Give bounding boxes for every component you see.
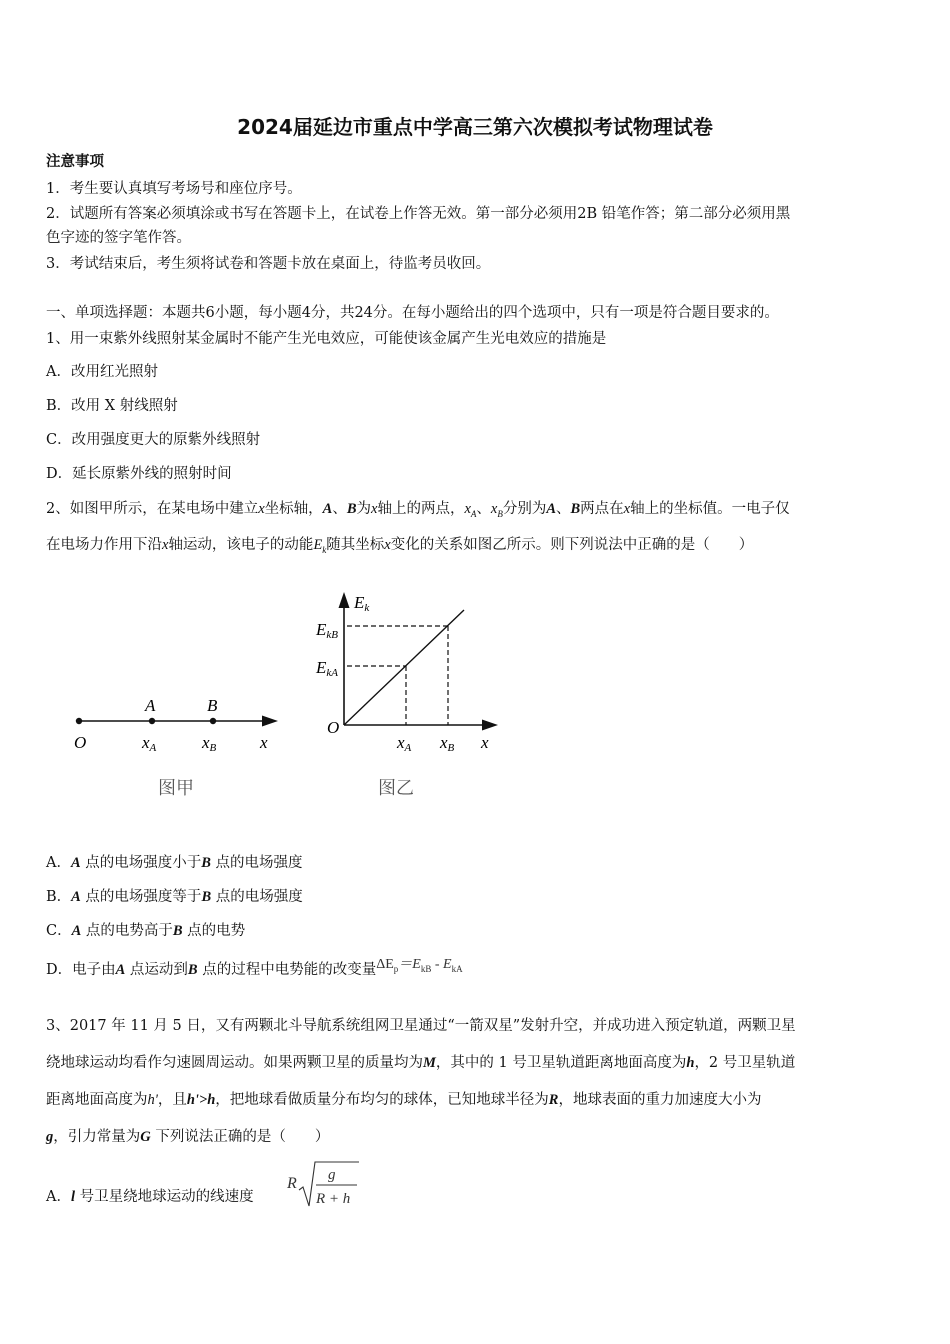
yi-caption: 图乙 [378, 778, 414, 799]
yi-label-xA [396, 733, 412, 754]
q2-stem-line2 [46, 533, 753, 555]
text: ，地球表面的重力加速度大小为 [558, 1092, 762, 1108]
yi-xA-sub: A [404, 742, 412, 754]
formula-delta: ΔE [376, 957, 394, 972]
text: 点的电势高于 [81, 923, 173, 939]
var-xA: x [464, 501, 471, 517]
jia-caption: 图甲 [158, 778, 194, 799]
yi-EkA-E: E [316, 658, 327, 677]
text: 、 [476, 501, 491, 517]
yi-label-x: x [481, 733, 489, 752]
yi-EkB-E: E [316, 620, 327, 639]
formula-sub-kB: kB [420, 963, 432, 974]
jia-point-B [210, 718, 216, 724]
formula-sub-p: p [393, 963, 399, 974]
formula-minus: - E [431, 957, 452, 972]
jia-xB-x: x [202, 733, 210, 752]
yi-y-arrow [339, 592, 350, 608]
var-h: h [686, 1055, 695, 1071]
text: 绕地球运动均看作匀速圆周运动。如果两颗卫星的质量均为 [46, 1055, 423, 1071]
yi-EkB-sub: kB [326, 629, 338, 641]
q3-option-a [46, 1185, 254, 1206]
jia-xA-sub: A [149, 742, 157, 754]
formula-denominator: R + h [316, 1191, 351, 1207]
text: 、 [556, 501, 571, 517]
var-A: A [115, 962, 126, 978]
text: ，2 号卫星轨道 [694, 1055, 796, 1071]
text: 点的电场强度等于 [80, 889, 202, 905]
text: 轴运动，该电子的动能 [168, 537, 314, 553]
q2-option-a [46, 851, 303, 872]
text: D．电子由 [46, 962, 116, 978]
var-B: B [346, 501, 357, 517]
notice-item-2-cont: 色字迹的签字笔作答。 [46, 230, 191, 246]
q2-figure [60, 580, 520, 810]
text: 变化的关系如图乙所示。则下列说法中正确的是（ ） [390, 537, 754, 553]
var-B: B [172, 923, 183, 939]
yi-xB-sub: B [447, 742, 455, 754]
var-A: A [71, 923, 82, 939]
q1-option-c: C．改用强度更大的原紫外线照射 [46, 432, 261, 448]
formula-R: R [287, 1175, 297, 1192]
formula-numerator: g [328, 1167, 336, 1183]
var-x: x [384, 537, 391, 553]
var-B: B [570, 501, 581, 517]
text: 点的过程中电势能的改变量 [197, 962, 377, 978]
var-xB: x [490, 501, 498, 517]
var-A: A [322, 501, 333, 517]
yi-EkA-sub: kA [326, 667, 338, 679]
jia-label-B: B [207, 696, 218, 715]
q2-option-d [46, 958, 463, 980]
text: ，且 [157, 1092, 187, 1108]
text: 轴上的两点， [377, 501, 465, 517]
notice-item-2: 2．试题所有答案必须填涂或书写在答题卡上，在试卷上作答无效。第一部分必须用2B 铅笔作答；第二部分必须用黑 [46, 206, 791, 222]
jia-point-O [76, 718, 82, 724]
q2-stem-line1 [46, 497, 790, 519]
sub-k: k [322, 544, 327, 555]
jia-point-A [149, 718, 155, 724]
jia-xB-sub: B [209, 742, 217, 754]
text: 下列说法正确的是（ ） [150, 1129, 330, 1145]
text: 为 [356, 501, 372, 517]
text: ，把地球看做质量分布均匀的球体，已知地球半径为 [215, 1092, 549, 1108]
text: 点的电场强度 [211, 889, 303, 905]
figure-yi [315, 592, 498, 799]
q2-option-c [46, 919, 245, 940]
notice-item-3: 3．考试结束后，考生须将试卷和答题卡放在桌面上，待监考员收回。 [46, 256, 491, 272]
var-B: B [187, 962, 198, 978]
jia-label-O: O [74, 733, 87, 752]
page-title: 2024届延边市重点中学高三第六次模拟考试物理试卷 [237, 115, 713, 139]
text: 2、如图甲所示，在某电场中建立 [46, 501, 259, 517]
var-hp: h' [147, 1092, 158, 1108]
sub-B: B [497, 508, 503, 519]
text: 点的电场强度 [210, 855, 303, 871]
text: 坐标轴， [264, 501, 323, 517]
yi-x-arrow [482, 720, 498, 731]
text: 点的电场强度小于 [80, 855, 202, 871]
notice-heading: 注意事项 [46, 153, 104, 170]
var-A: A [546, 501, 556, 517]
var-x: x [258, 501, 265, 517]
text: ，引力常量为 [53, 1129, 141, 1145]
yi-label-xB [439, 733, 455, 754]
yi-xB-x: x [440, 733, 448, 752]
yi-Ek-sub: k [364, 602, 370, 614]
yi-label-Ek [353, 593, 370, 614]
yi-ek-line [344, 610, 464, 725]
q1-option-d: D．延长原紫外线的照射时间 [46, 466, 232, 482]
text: B． [46, 889, 72, 905]
var-R: R [548, 1092, 559, 1108]
q2-option-b [46, 885, 303, 906]
text: 在电场力作用下沿 [46, 537, 162, 553]
text: 点的电势 [182, 923, 246, 939]
jia-label-xA [141, 733, 157, 754]
sub-A: A [470, 508, 477, 519]
q1-stem: 1、用一束紫外线照射某金属时不能产生光电效应，可能使该金属产生光电效应的措施是 [46, 331, 607, 347]
text: C． [46, 923, 72, 939]
q1-option-b: B．改用 X 射线照射 [46, 398, 178, 414]
q3-line3 [46, 1088, 761, 1109]
var-x: x [162, 537, 169, 553]
text: 、 [332, 501, 347, 517]
var-B: B [201, 855, 211, 871]
yi-label-EkA [315, 658, 338, 679]
q1-option-a: A．改用红光照射 [46, 364, 158, 380]
var-A: A [71, 889, 81, 905]
var-hcmp: h'>h [186, 1092, 216, 1108]
jia-axis-arrow [262, 716, 278, 727]
yi-label-EkB [315, 620, 338, 641]
formula-eq: ＝E [398, 957, 421, 972]
text: A． [46, 855, 71, 871]
yi-Ek-E: E [354, 593, 365, 612]
figure-jia [74, 696, 278, 799]
var-x: x [371, 501, 378, 517]
yi-xA-x: x [397, 733, 405, 752]
text: 轴上的坐标值。一电子仅 [630, 501, 790, 517]
text: A． [46, 1189, 71, 1205]
jia-xA-x: x [142, 733, 150, 752]
var-g: g [46, 1129, 54, 1145]
formula-delta-ep [376, 957, 462, 972]
jia-label-A: A [145, 696, 156, 715]
var-B: B [201, 889, 212, 905]
text: ，其中的 1 号卫星轨道距离地面高度为 [435, 1055, 687, 1071]
q3-line1: 3、2017 年 11 月 5 日，又有两颗北斗导航系统组网卫星通过“一箭双星”发射升空，并成功进入预定轨道，两颗卫星 [46, 1018, 796, 1034]
q3-line4 [46, 1125, 329, 1146]
var-x: x [623, 501, 631, 517]
jia-label-xB [201, 733, 217, 754]
var-Ek: E [313, 537, 323, 553]
text: 距离地面高度为 [46, 1092, 148, 1108]
var-G: G [140, 1129, 151, 1145]
text: 分别为 [502, 501, 547, 517]
text: 号卫星绕地球运动的线速度 [75, 1189, 254, 1205]
text: 两点在 [580, 501, 624, 517]
var-l: l [70, 1189, 76, 1205]
var-M: M [423, 1055, 436, 1071]
var-A: A [70, 855, 81, 871]
section-heading: 一、单项选择题：本题共6小题，每小题4分，共24分。在每小题给出的四个选项中，只有一项是符合题目要求的。 [46, 305, 779, 321]
text: 随其坐标 [326, 537, 385, 553]
notice-item-1: 1．考生要认真填写考场号和座位序号。 [46, 181, 302, 197]
q3-line2 [46, 1051, 795, 1072]
jia-label-x: x [260, 733, 268, 752]
text: 点运动到 [125, 962, 188, 978]
formula-sub-kA: kA [451, 963, 463, 974]
yi-label-O: O [327, 718, 340, 737]
formula-velocity [285, 1158, 365, 1212]
